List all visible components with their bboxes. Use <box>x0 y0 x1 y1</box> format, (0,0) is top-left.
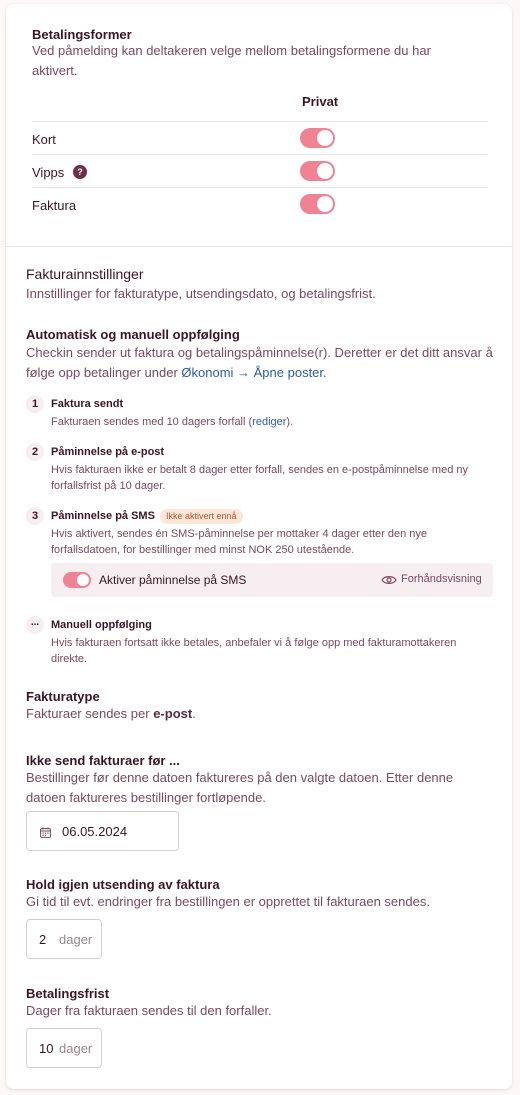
invoice-type-title: Fakturatype <box>26 689 100 704</box>
toggle-knob <box>77 574 89 586</box>
sms-reminder-bar <box>51 563 493 597</box>
due-days-unit: dager <box>59 1041 93 1056</box>
calendar-icon <box>40 827 51 838</box>
toggle-knob <box>317 196 333 212</box>
payment-method-label-invoice: Faktura <box>32 198 77 213</box>
payment-methods-description: Ved påmelding kan deltakeren velge mellom betalingsformene du har aktivert. <box>32 43 431 78</box>
invoice-date-input[interactable] <box>26 811 179 851</box>
step-badge-2: 2 <box>26 443 44 461</box>
column-header-private: Privat <box>302 94 339 109</box>
step-title-email-reminder: Påminnelse på e-post <box>51 446 165 458</box>
payment-method-label-card: Kort <box>32 132 56 147</box>
row-divider <box>32 121 488 122</box>
preview-label: Forhåndsvisning <box>401 573 482 585</box>
followup-desc-text: Checkin sender ut faktura og betalingspåminnelse(r). Deretter er det ditt ansvar å følge opp betalinger under <box>26 345 493 380</box>
toggle-knob <box>317 163 333 179</box>
step-desc-email-reminder: Hvis fakturaen ikke er betalt 8 dager etter forfall, sendes en e-postpåminnelse med ny forfallsfrist på 10 dager. <box>51 464 469 492</box>
settings-card <box>6 4 512 1089</box>
not-before-description: Bestillinger før denne datoen faktureres på den valgte datoen. Etter denne datoen faktureres bestillinger fortløpende. <box>26 770 454 805</box>
step-title-sms-reminder: Påminnelse på SMS <box>51 510 155 522</box>
not-before-title: Ikke send fakturaer før ... <box>26 753 180 768</box>
invoice-type-description <box>26 704 196 724</box>
invoice-type-desc-end: . <box>192 706 196 721</box>
row-divider <box>32 187 488 188</box>
hold-invoice-title: Hold igjen utsending av faktura <box>26 877 220 892</box>
hold-invoice-description: Gi tid til evt. endringer fra bestillingen er opprettet til fakturaen sendes. <box>26 894 430 909</box>
edit-link[interactable]: rediger <box>252 416 287 428</box>
payment-deadline-description: Dager fra fakturaen sendes til den forfaller. <box>26 1003 272 1018</box>
sms-toggle-label: Aktiver påminnelse på SMS <box>99 573 247 587</box>
step-title-manual-followup: Manuell oppfølging <box>51 619 152 631</box>
step-desc-sms-reminder: Hvis aktivert, sendes én SMS-påminnelse per mottaker 4 dager etter den nye forfallsdatoen, for bestillinger med minst NOK 250 utestående. <box>51 528 428 556</box>
followup-title: Automatisk og manuell oppfølging <box>26 327 240 342</box>
invoice-date-value: 06.05.2024 <box>62 824 128 839</box>
payment-methods-title: Betalingsformer <box>32 27 132 42</box>
step-desc-invoice-sent <box>51 414 293 430</box>
economy-open-items-link[interactable]: Økonomi → Åpne poster <box>181 365 324 380</box>
step-title-invoice-sent: Faktura sendt <box>51 398 124 410</box>
status-badge-not-activated: Ikke aktivert ennå <box>160 509 243 524</box>
toggle-invoice-private[interactable] <box>300 194 335 214</box>
step-badge-3: 3 <box>26 507 44 525</box>
toggle-sms-reminder[interactable] <box>63 572 91 588</box>
eye-icon <box>381 573 397 587</box>
preview-button[interactable] <box>381 572 485 588</box>
invoice-type-email: e-post <box>153 706 193 721</box>
step-badge-1: 1 <box>26 395 44 413</box>
step-desc-end: ). <box>286 416 294 428</box>
followup-description <box>26 343 494 383</box>
toggle-card-private[interactable] <box>300 128 335 148</box>
help-icon[interactable]: ? <box>73 165 87 179</box>
payment-method-label-vipps: Vipps <box>32 165 65 180</box>
section-divider <box>6 246 512 247</box>
step-desc-manual-followup: Hvis fakturaen fortsatt ikke betales, anbefaler vi å følge opp med fakturamottakeren direkte. <box>51 637 457 665</box>
toggle-vipps-private[interactable] <box>300 161 335 181</box>
due-days-value: 10 <box>39 1041 54 1056</box>
step-desc-text: Fakturaen sendes med 10 dagers forfall ( <box>51 416 253 428</box>
hold-days-input[interactable] <box>26 919 102 959</box>
row-divider <box>32 154 488 155</box>
payment-deadline-title: Betalingsfrist <box>26 986 110 1001</box>
payment-methods-section <box>6 4 512 246</box>
hold-days-unit: dager <box>59 932 93 947</box>
step-badge-manual: ... <box>26 616 44 634</box>
hold-days-value: 2 <box>39 932 47 947</box>
toggle-knob <box>317 130 333 146</box>
invoice-settings-title: Fakturainnstillinger <box>26 266 144 282</box>
followup-desc-end: . <box>323 365 327 380</box>
due-days-input[interactable] <box>26 1028 102 1068</box>
invoice-type-desc-text: Fakturaer sendes per <box>26 706 154 721</box>
invoice-settings-description: Innstillinger for fakturatype, utsendingsdato, og betalingsfrist. <box>26 286 376 301</box>
